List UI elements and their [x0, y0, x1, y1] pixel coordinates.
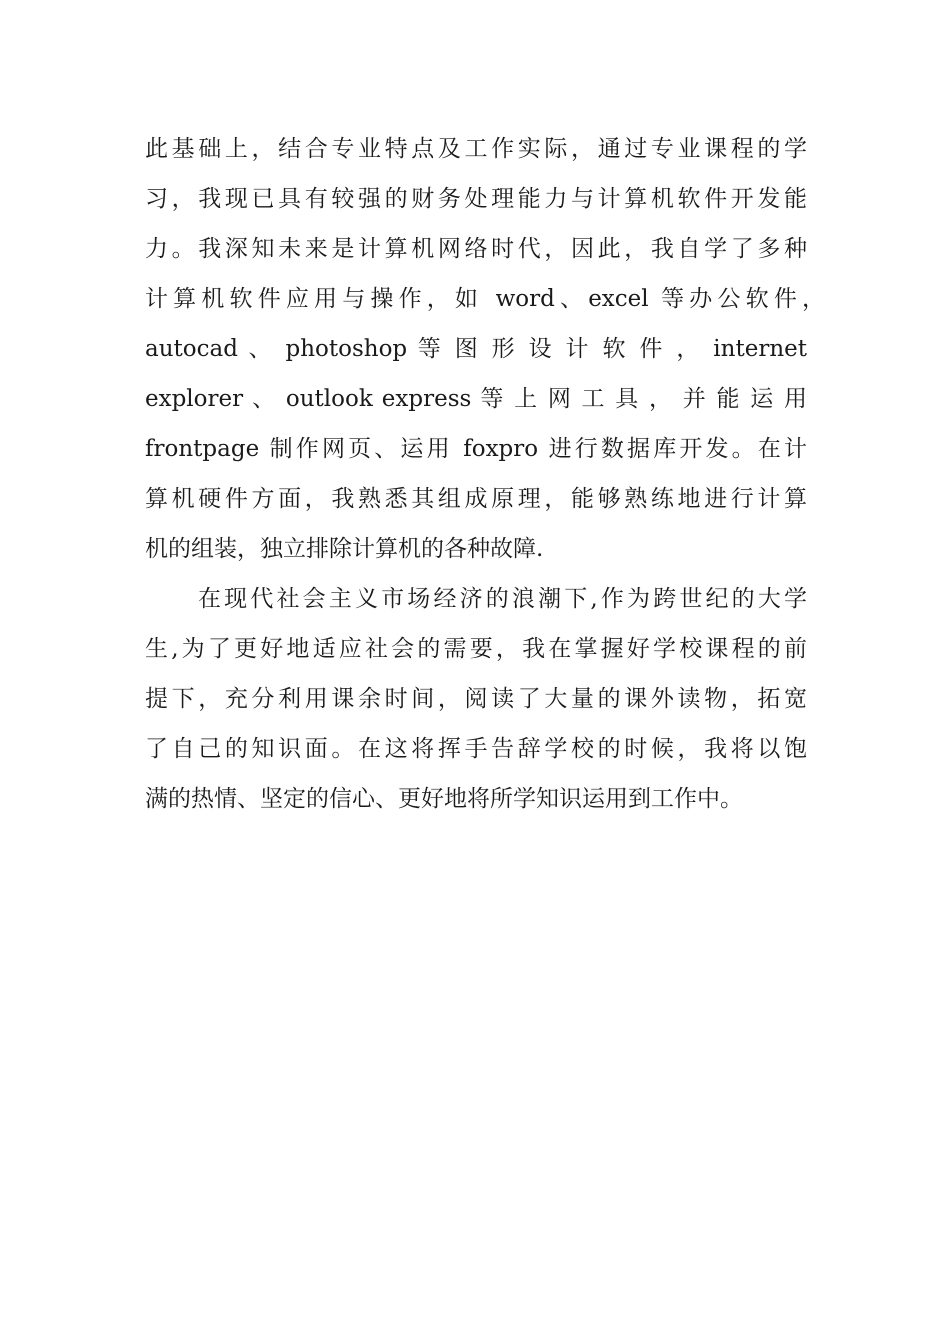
text-line: 此基础上，结合专业特点及工作实际，通过专业课程的学	[145, 136, 807, 162]
text-line: 算机硬件方面，我熟悉其组成原理，能够熟练地进行计算	[145, 486, 807, 512]
text-line: 力。我深知未来是计算机网络时代，因此，我自学了多种	[145, 236, 807, 262]
text-line: 习，我现已具有较强的财务处理能力与计算机软件开发能	[145, 186, 807, 212]
text-line: explorer 、 outlook express 等 上 网 工 具 ， 并 能 运 用	[145, 386, 807, 412]
text-line: 计算机软件应用与操作，如 word、excel 等办公软件，	[145, 286, 825, 312]
text-line: autocad 、 photoshop 等 图 形 设 计 软 件 ， internet	[145, 336, 807, 362]
text-line: 生,为了更好地适应社会的需要，我在掌握好学校课程的前	[145, 636, 807, 662]
text-line: 了自己的知识面。在这将挥手告辞学校的时候，我将以饱	[145, 736, 807, 762]
text-line: 满的热情、坚定的信心、更好地将所学知识运用到工作中。	[145, 786, 743, 812]
text-line: frontpage 制作网页、运用 foxpro 进行数据库开发。在计	[145, 436, 807, 462]
text-line: 在现代社会主义市场经济的浪潮下,作为跨世纪的大学	[198, 586, 807, 612]
text-line: 提下，充分利用课余时间，阅读了大量的课外读物，拓宽	[145, 686, 807, 712]
text-line: 机的组装，独立排除计算机的各种故障.	[145, 536, 544, 562]
